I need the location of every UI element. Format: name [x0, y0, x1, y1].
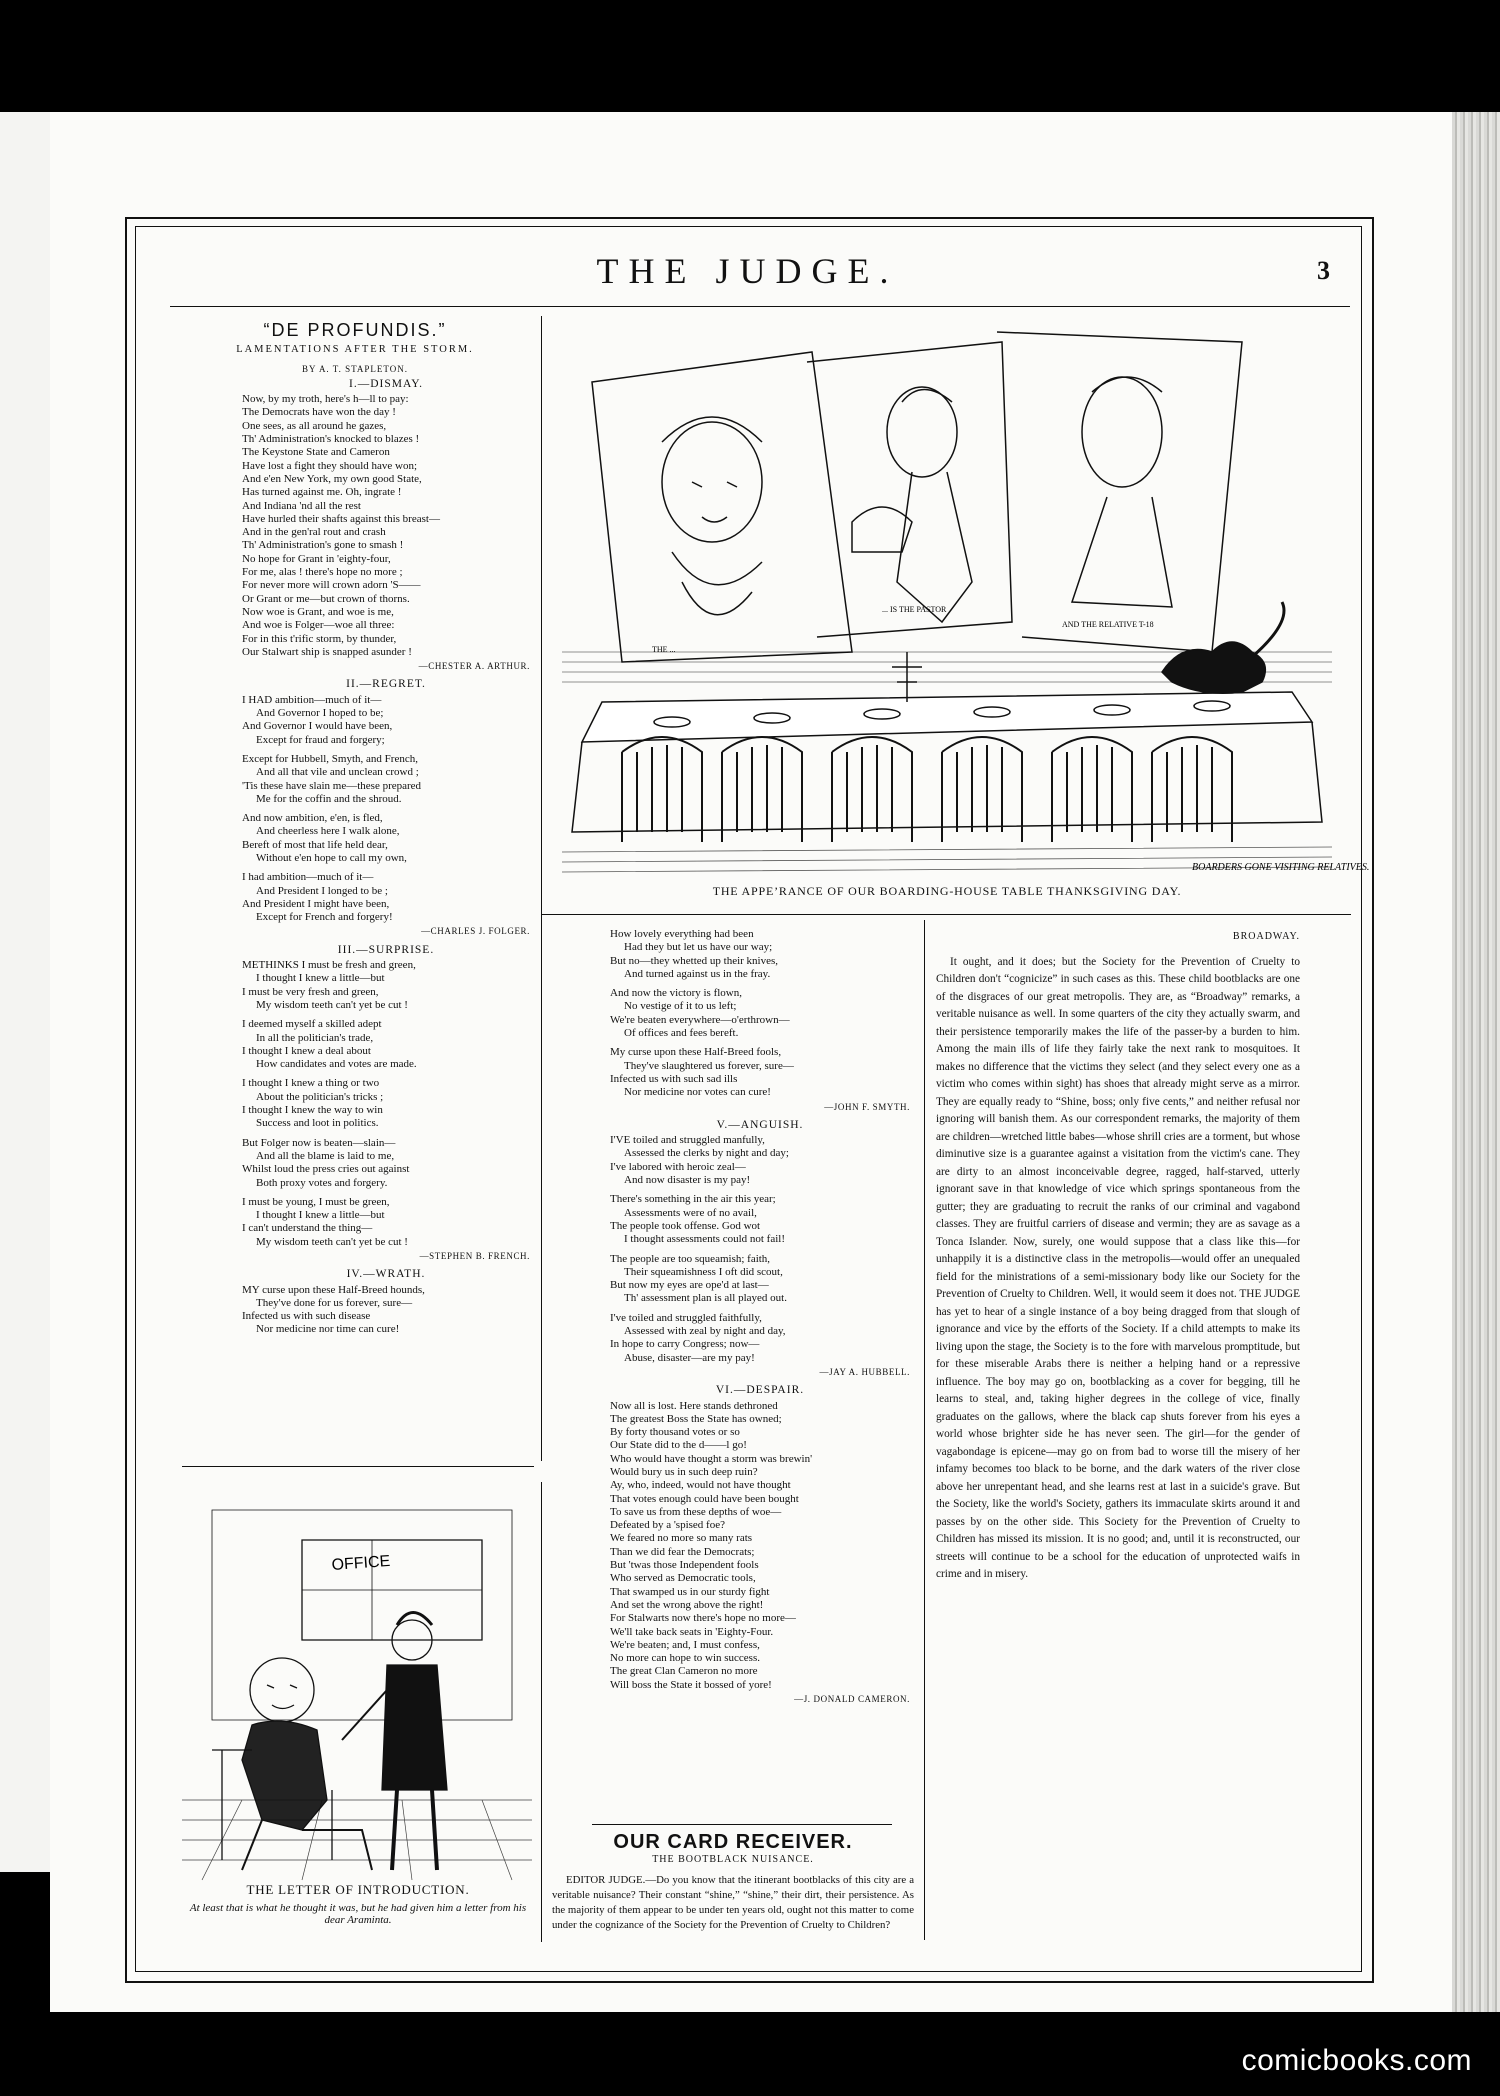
poem-line: Me for the coffin and the shroud. [256, 792, 402, 805]
poem-line: They've slaughtered us forever, sure— [624, 1059, 794, 1072]
poem-line: Bereft of most that life held dear, [242, 838, 388, 851]
poem-line: Have lost a fight they should have won; [242, 459, 418, 472]
section-signature: —JAY A. HUBBELL. [819, 1366, 910, 1377]
section-heading: V.—ANGUISH. [716, 1118, 804, 1131]
poem-line: Would bury us in such deep ruin? [610, 1465, 758, 1478]
page-stack-edge [1452, 112, 1500, 2012]
poem-line: We feared no more so many rats [610, 1532, 753, 1545]
editorial-response: It ought, and it does; but the Society for the Prevention of Cruelty to Children don't “cognicize” in such cases as this. These child bootblacks are one of the disgraces of our great metropolis. They are, as “Broadway” remarks, a veritable nuisance as well. In some quarters of the city they actually swarm, and their persistence temporarily makes the life of the passer-by a burden to him. Among the main ills of life they fairly take the next rank to mosquitoes. It makes no difference that the victims they select (and they select every one as a victim who comes within sight) has shoes that already might serve as a mirror. They are equally ready to “Shine, boss; only five cents,” and neither refusal nor ignoring will banish them. As our correspondent remarks, the majority of them are children—wretched little babes—whose shrill cries are a torment, but whose diminutive size is a guarantee against a visitation from the victim's cane. They are dirty to an almost inconceivable degree, ragged, half-starved, utterly ignorant save in that knowledge of vice which springs spontaneous from the gutter; they are graduating to recruit the ranks of our criminal and vagabond classes. They are fruitful carriers of disease and vermin; they are as savage as a Tonca Islander. Now, surely, one would suppose that a class like this—for unhappily it is a distinctive class in the metropolis—would offer an unequaled field for the ministrations of a semi-missionary body like our Society for the Prevention of Cruelty to Children. Well, it would seem it does not. THE JUDGE has yet to hear of a single instance of a boy being dragged from that slough of ignorance and vice by the efforts of the Society. If a child attempts to make its living upon the stage, the Society is to the fore with marvelous promptitude, but for these miserable Arabs there is neither a helping hand or a repressive influence. The boy may go on, bootblacking as a cover for begging, till he learns to steal, and, taking higher degrees in the college of vice, finally graduates on the gallows, where the black cap shuts forever from his eyes a world whose brighter side he has never seen. The girl—for the gender of vagabondage is epicene—may go on from bad to worse till the misery of her infamy becomes too black to be borne, and the dark waters of the river close above her unrepentant head, and she learns rest at last in a suicide's grave. But the Society, like the world's Society, gathers its immaculate skirts around it and passes by on the other side. This Society for the Prevention of Cruelty to Children has missed its mission. It is no good; and, until it is reconstructed, our streets will continue to be a school for the education of unprotected waifs in crime and in misery. [936, 955, 1300, 1580]
poem-line: My wisdom teeth can't yet be cut ! [256, 1235, 408, 1248]
poem-subtitle: LAMENTATIONS AFTER THE STORM. [236, 344, 474, 356]
poem-column-middle [610, 928, 910, 1711]
card-receiver-letter-start: EDITOR JUDGE.—Do you know that the itinerant bootblacks of this city are a veritable nuisance? Their constant “shine,” “shine,” their dirt, their persistence. As the majority of them appear to be under ten years old, ought not this matter to come under the cognizance of the Society for the Prevention of Cruelty to Children? [552, 1873, 914, 1931]
poem-line: For never more will crown adorn 'S—— [242, 579, 421, 592]
poem-line: And now ambition, e'en, is fled, [242, 812, 383, 825]
poem-line: I must be very fresh and green, [242, 985, 379, 998]
poem-line: Except for French and forgery! [256, 911, 393, 924]
panel-label-left: THE ... [652, 645, 676, 654]
office-door-sign: OFFICE [331, 1552, 391, 1574]
dining-table [582, 692, 1312, 742]
poem-line: Had they but let us have our way; [624, 941, 773, 954]
poem-line: Have hurled their shafts against this breast— [242, 512, 440, 525]
poem-line: Ay, who, indeed, would not have thought [610, 1479, 791, 1492]
poem-line: Without e'en hope to call my own, [256, 851, 407, 864]
poem-line: And in the gen'ral rout and crash [242, 526, 386, 539]
poem-line: But now my eyes are ope'd at last— [610, 1279, 769, 1292]
poem-line: To save us from these depths of woe— [610, 1505, 782, 1518]
poem-line: Th' Administration's knocked to blazes ! [242, 433, 420, 446]
letter-cartoon-caption: THE LETTER OF INTRODUCTION. [246, 1882, 470, 1897]
poem-line: Who would have thought a storm was brewin' [610, 1452, 813, 1465]
panel-label-right: AND THE RELATIVE T-18 [1062, 620, 1154, 629]
poem-line: Of offices and fees bereft. [624, 1027, 739, 1040]
poem-line: We'll take back seats in 'Eighty-Four. [610, 1625, 774, 1638]
card-receiver-subtitle: THE BOOTBLACK NUISANCE. [652, 1854, 814, 1866]
poem-column-left [180, 320, 530, 1337]
poem-line: METHINKS I must be fresh and green, [242, 959, 416, 972]
poem-line: And now disaster is my pay! [624, 1174, 751, 1187]
poem-line: And cheerless here I walk alone, [256, 825, 400, 838]
column-divider-right [924, 920, 925, 1940]
poem-line: 'Tis these have slain me—these prepared [242, 779, 422, 792]
poem-line: The people are too squeamish; faith, [610, 1252, 771, 1265]
section-signature: —CHESTER A. ARTHUR. [418, 661, 530, 672]
poem-line: I thought I knew a little—but [256, 972, 385, 985]
section-heading: VI.—DESPAIR. [715, 1384, 805, 1397]
left-column-rule [182, 1466, 534, 1467]
poem-line: I must be young, I must be green, [242, 1195, 390, 1208]
poem-line: In hope to carry Congress; now— [610, 1338, 760, 1351]
poem-line: Th' assessment plan is all played out. [624, 1292, 787, 1305]
poem-line: I had ambition—much of it— [242, 871, 374, 884]
poem-line: Now, by my troth, here's h—ll to pay: [242, 393, 409, 406]
poem-line: For Stalwarts now there's hope no more— [610, 1612, 796, 1625]
poem-line: I deemed myself a skilled adept [242, 1018, 382, 1031]
poem-line: I HAD ambition—much of it— [242, 693, 382, 706]
poem-line: Has turned against me. Oh, ingrate ! [242, 486, 402, 499]
poem-line: Assessed with zeal by night and day, [624, 1325, 786, 1338]
letter-signature: BROADWAY. [1232, 931, 1300, 942]
poem-line: MY curse upon these Half-Breed hounds, [242, 1283, 425, 1296]
poem-line: The Keystone State and Cameron [242, 446, 390, 459]
poem-line: They've done for us forever, sure— [256, 1296, 413, 1309]
cartoon-bottom-rule [541, 914, 1351, 915]
poem-line: Defeated by a 'spised foe? [610, 1519, 725, 1532]
card-receiver-header [552, 1831, 914, 1933]
cartoon-inscription: BOARDERS GONE VISITING RELATIVES. [1192, 862, 1370, 873]
poem-line: By forty thousand votes or so [610, 1426, 740, 1439]
poem-line: And turned against us in the fray. [624, 967, 771, 980]
poem-line: Infected us with such sad ills [610, 1072, 738, 1085]
section-stanzas [610, 1400, 910, 1693]
poem-line: Nor medicine nor time can cure! [256, 1323, 400, 1336]
boarding-house-caption: THE APPE’RANCE OF OUR BOARDING-HOUSE TABLE THANKSGIVING DAY. [712, 884, 1182, 898]
card-receiver-title: OUR CARD RECEIVER. [613, 1831, 853, 1853]
poem-line: Th' Administration's gone to smash ! [242, 539, 404, 552]
poem-line: The great Clan Cameron no more [610, 1665, 758, 1678]
poem-line: I thought I knew the way to win [242, 1104, 383, 1117]
poem-line: No vestige of it to us left; [624, 1000, 737, 1013]
section-heading: II.—REGRET. [346, 678, 426, 691]
poem-line: That swamped us in our sturdy fight [610, 1585, 770, 1598]
column-divider-left-lower [541, 1482, 542, 1942]
poem-line: Who served as Democratic tools, [610, 1572, 756, 1585]
poem-line: Assessments were of no avail, [624, 1206, 757, 1219]
section-heading: I.—DISMAY. [349, 377, 423, 390]
poem-line: Than we did fear the Democrats; [610, 1545, 755, 1558]
poem-line: I thought I knew a thing or two [242, 1077, 380, 1090]
section-signature: —STEPHEN B. FRENCH. [419, 1251, 530, 1261]
poem-line: But no—they whetted up their knives, [610, 954, 779, 967]
poem-line: We're beaten everywhere—o'erthrown— [610, 1013, 790, 1026]
section-signature: —CHARLES J. FOLGER. [421, 926, 530, 937]
poem-line: The people took offense. God wot [610, 1219, 761, 1232]
section-signature: —J. DONALD CAMERON. [794, 1694, 910, 1705]
portrait-frame-left [592, 352, 852, 662]
poem-line: Our Stalwart ship is snapped asunder ! [242, 645, 412, 658]
poem-line: In all the politician's trade, [256, 1031, 374, 1044]
poem-line: I thought I knew a deal about [242, 1044, 371, 1057]
poem-line: And Governor I hoped to be; [256, 707, 384, 720]
poem-line: I've labored with heroic zeal— [610, 1160, 746, 1173]
poem-line: My curse upon these Half-Breed fools, [610, 1046, 782, 1059]
poem-line: I'VE toiled and struggled manfully, [610, 1134, 765, 1147]
poem-continuation [610, 928, 910, 1706]
section-heading: IV.—WRATH. [346, 1268, 426, 1281]
masthead-title: THE JUDGE. [596, 251, 899, 291]
poem-line: Their squeamishness I oft did scout, [624, 1265, 783, 1278]
poem-line: But 'twas those Independent fools [610, 1559, 759, 1572]
poem-line: I thought I knew a little—but [256, 1209, 385, 1222]
poem-line: Success and loot in politics. [256, 1117, 379, 1130]
masthead-rule [170, 306, 1350, 307]
card-receiver-rule [592, 1824, 892, 1825]
panel-label-center: ... IS THE PASTOR [882, 605, 947, 614]
section-stanzas [610, 1134, 910, 1365]
section-stanzas [242, 1284, 530, 1337]
poem-line: Assessed the clerks by night and day; [624, 1147, 789, 1160]
poem-byline: BY A. T. STAPLETON. [302, 363, 408, 374]
poem-line: No more can hope to win success. [610, 1652, 760, 1665]
poem-line: I can't understand the thing— [242, 1222, 373, 1235]
poem-line: Will boss the State it bossed of yore! [610, 1678, 772, 1691]
section-heading: III.—SURPRISE. [337, 943, 435, 956]
poem-line: And e'en New York, my own good State, [242, 472, 422, 485]
poem-line: For me, alas ! there's hope no more ; [242, 566, 403, 579]
poem-line: But Folger now is beaten—slain— [242, 1136, 396, 1149]
poem-line: My wisdom teeth can't yet be cut ! [256, 998, 408, 1011]
poem-line: Except for fraud and forgery; [256, 733, 385, 746]
section-stanzas [242, 393, 530, 659]
poem-line: Infected us with such disease [242, 1310, 371, 1323]
poem-line: I've toiled and struggled faithfully, [610, 1311, 762, 1324]
poem-line: Both proxy votes and forgery. [256, 1176, 388, 1189]
poem-line: Now all is lost. Here stands dethroned [610, 1399, 778, 1412]
poem-line: And all that vile and unclean crowd ; [256, 766, 419, 779]
poem-line: There's something in the air this year; [610, 1193, 776, 1206]
poem-line: Except for Hubbell, Smyth, and French, [242, 752, 418, 765]
poem-line: Or Grant or me—but crown of thorns. [242, 592, 410, 605]
poem-title: “DE PROFUNDIS.” [263, 320, 447, 340]
section-stanzas [242, 694, 530, 925]
poem-line: For in this t'rific storm, by thunder, [242, 632, 397, 645]
poem-line: And now the victory is flown, [610, 987, 742, 1000]
section-stanzas [242, 959, 530, 1249]
poem-line: I thought assessments could not fail! [624, 1233, 786, 1246]
poem-line: About the politician's tricks ; [256, 1090, 384, 1103]
poem-line: That votes enough could have been bought [610, 1492, 799, 1505]
poem-line: And all the blame is laid to me, [256, 1149, 395, 1162]
poem-line: How candidates and votes are made. [256, 1058, 417, 1071]
poem-line: The greatest Boss the State has owned; [610, 1412, 782, 1425]
poem-line: We're beaten; and, I must confess, [610, 1638, 760, 1651]
poem-sections [180, 378, 530, 1337]
poem-line: How lovely everything had been [610, 928, 754, 940]
poem-line: Our State did to the d——l go! [610, 1439, 747, 1452]
column-divider-left-upper [541, 316, 542, 1461]
poem-line: And President I longed to be ; [256, 884, 388, 897]
poem-line: And Indiana 'nd all the rest [242, 499, 361, 512]
section-signature: —JOHN F. SMYTH. [824, 1101, 910, 1112]
poem-line: Abuse, disaster—are my pay! [624, 1351, 755, 1364]
poem-line: And set the wrong above the right! [610, 1598, 764, 1611]
page-number: 3 [1317, 256, 1330, 285]
poem-line: And President I might have been, [242, 897, 390, 910]
poem-line: Whilst loud the press cries out against [242, 1163, 410, 1176]
poem-line: And woe is Folger—woe all three: [242, 619, 395, 632]
watermark: comicbooks.com [1241, 2044, 1472, 2077]
poem-line: The Democrats have won the day ! [242, 406, 396, 419]
editorial-column [936, 928, 1300, 1584]
poem-line: Nor medicine nor votes can cure! [624, 1086, 771, 1099]
letter-cartoon-subcaption: At least that is what he thought it was, but he had given him a letter from his dear Araminta. [189, 1902, 527, 1926]
poem-line: And Governor I would have been, [242, 720, 393, 733]
poem-line: One sees, as all around he gazes, [242, 419, 387, 432]
boarding-house-cartoon [552, 322, 1370, 882]
poem-line: No hope for Grant in 'eighty-four, [242, 552, 391, 565]
poem-line: Now woe is Grant, and woe is me, [242, 605, 394, 618]
letter-of-introduction-cartoon [182, 1500, 532, 1880]
